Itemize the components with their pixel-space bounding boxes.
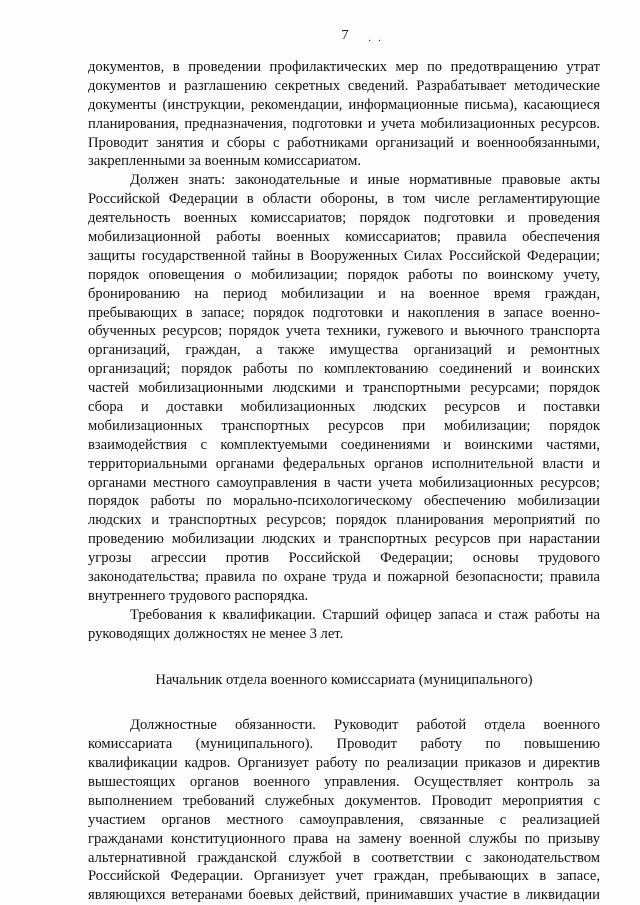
- text-line: взаимодействия с комплектуемыми соединениями и воинскими частями,: [88, 436, 600, 453]
- document-body: [88, 58, 600, 905]
- spacer: [88, 644, 600, 663]
- text-line: порядок работы по морально-психологическому обеспечению мобилизации: [88, 493, 600, 510]
- paragraph-must-know: [88, 171, 600, 605]
- text-line: Должностные обязанности. Руководит работой отдела военного: [130, 717, 600, 734]
- paragraph-continuation: [88, 58, 600, 171]
- text-line: Требования к квалификации. Старший офицер запаса и стаж работы на: [130, 606, 600, 623]
- page-number: 7: [341, 28, 349, 43]
- text-line: документов и разглашению секретных сведений. Разрабатывает методические: [88, 77, 600, 94]
- text-line: документы (инструкции, рекомендации, информационные письма), касающиеся: [88, 96, 600, 113]
- text-line: выполнением требований служебных документов. Проводит мероприятия с: [88, 792, 600, 809]
- text-line: организаций, граждан, а также имущества организаций и ремонтных: [88, 342, 600, 359]
- spacer: [88, 697, 600, 716]
- text-line: вышестоящих органов военного управления. Осуществляет контроль за: [88, 773, 600, 790]
- text-line: внутреннего трудового распорядка.: [88, 587, 309, 604]
- text-line: квалификации кадров. Организует работу по реализации приказов и директив: [88, 755, 600, 772]
- text-line: Проводит занятия и сборы с работниками организаций и военнообязанными,: [88, 134, 600, 151]
- text-line: людских и транспортных ресурсов; порядок планирования мероприятий по: [88, 512, 600, 529]
- text-line: Российской Федерации. Организует учет граждан, пребывающих в запасе,: [88, 868, 600, 885]
- text-line: законодательства; правила по охране труда и пожарной безопасности; правила: [88, 569, 600, 586]
- text-line: гражданами конституционного права на замену военной службы по призыву: [88, 830, 600, 847]
- text-line: закрепленными за военным комиссариатом.: [88, 153, 362, 170]
- text-line: сбора и доставки мобилизационных людских ресурсов и поставки: [88, 399, 600, 416]
- text-line: альтернативной гражданской службой в соответствии с законодательством: [88, 849, 600, 866]
- text-line: руководящих должностях не менее 3 лет.: [88, 625, 344, 642]
- text-line: органами местного самоуправления в части учета мобилизационных ресурсов;: [88, 474, 600, 491]
- text-line: порядок оповещения о мобилизации; порядок работы по воинскому учету,: [88, 266, 600, 283]
- text-line: деятельность военных комиссариатов; порядок подготовки и проведения: [88, 210, 600, 227]
- text-line: являющихся ветеранами боевых действий, принимавших участие в ликвидации: [88, 887, 600, 904]
- text-line: проведению мобилизации людских и транспортных ресурсов при нарастании: [88, 531, 600, 548]
- text-line: частей мобилизационными людскими и транспортными ресурсами; порядок: [88, 380, 600, 397]
- text-line: организаций; порядок работы по комплектованию соединений и воинских: [88, 361, 600, 378]
- text-line: Должен знать: законодательные и иные нормативные правовые акты: [130, 172, 600, 189]
- text-line: комиссариата (муниципального). Проводит работу по повышению: [88, 736, 600, 753]
- scan-mark: · ·: [368, 36, 384, 47]
- text-line: территориальными органами федеральных органов исполнительной власти и: [88, 455, 600, 472]
- text-line: защиты государственной тайны в Вооруженных Силах Российской Федерации;: [88, 247, 600, 264]
- text-line: пребывающих в запасе; порядок подготовки и накопления в запасе военно-: [88, 304, 600, 321]
- text-line: обученных ресурсов; порядок учета техники, гужевого и вьючного транспорта: [88, 323, 600, 340]
- text-line: участием органов местного самоуправления, связанные с реализацией: [88, 811, 600, 828]
- text-line: бронированию на период мобилизации и на военное время граждан,: [88, 285, 600, 302]
- text-line: планирования, предназначения, подготовки и учета мобилизационных ресурсов.: [88, 115, 600, 132]
- text-line: мобилизационных транспортных ресурсов при мобилизации; порядок: [88, 417, 600, 434]
- paragraph-qualification: [88, 606, 600, 644]
- text-line: Российской Федерации в области обороны, в том числе регламентирующие: [88, 191, 600, 208]
- section-heading: Начальник отдела военного комиссариата (муниципального): [155, 671, 533, 688]
- text-line: документов, в проведении профилактических мер по предотвращению утрат: [88, 59, 600, 75]
- text-line: угрозы агрессии против Российской Федерации; основы трудового: [88, 550, 600, 567]
- paragraph-duties: [88, 716, 600, 905]
- text-line: мобилизационной работы военных комиссариатов; правила обеспечения: [88, 229, 600, 246]
